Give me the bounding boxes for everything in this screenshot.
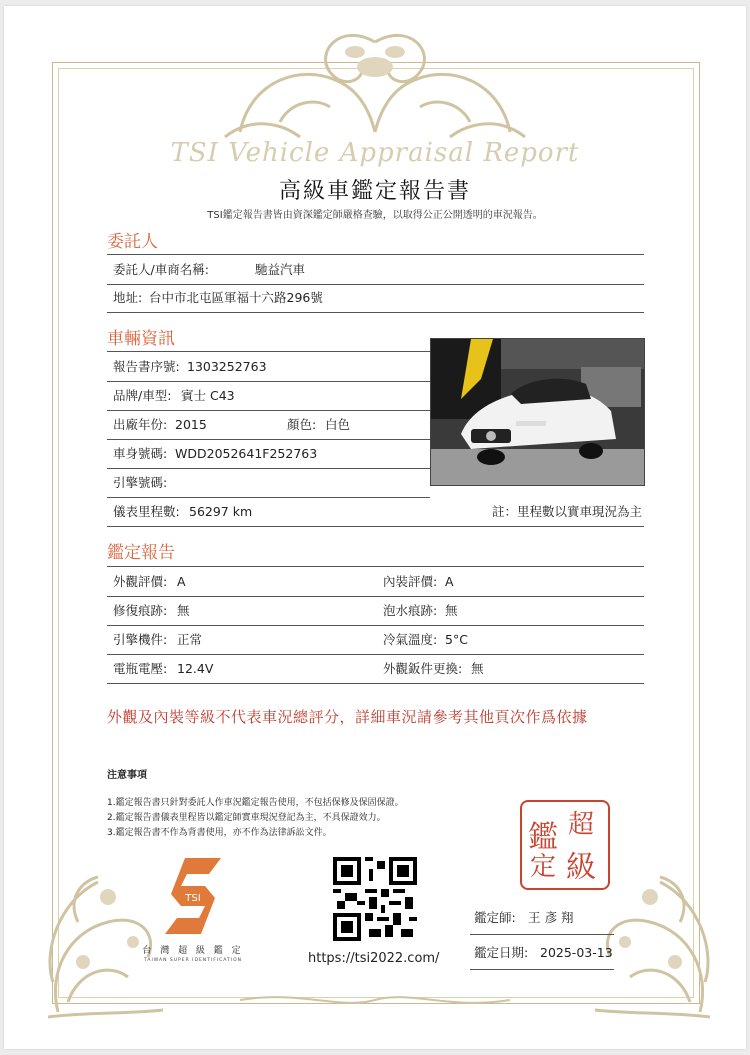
appraiser-row	[470, 902, 614, 935]
mileage-row	[107, 498, 644, 527]
top-ornament-icon	[220, 22, 530, 142]
note-item: 3.鑑定報告書不作為背書使用，亦不作為法律訴訟文件。	[107, 828, 332, 838]
logo-name: 台 灣 超 級 鑑 定	[142, 946, 244, 956]
brand-row	[107, 382, 430, 411]
brand-value: 賓士 C43	[181, 388, 235, 403]
client-name-row	[107, 256, 644, 285]
serial-row	[107, 353, 430, 382]
flood-trace-label: 泡水痕跡:	[383, 603, 438, 618]
vin-value: WDD2052641F252763	[175, 446, 318, 461]
color-value: 白色	[325, 417, 351, 432]
notes-heading: 注意事項	[107, 770, 147, 781]
panel-replace-value: 無	[471, 661, 484, 676]
repair-trace-value: 無	[177, 603, 190, 618]
flood-trace-value: 無	[445, 603, 458, 618]
appraiser-value: 王 彥 翔	[528, 910, 574, 925]
report-row	[107, 626, 644, 655]
section-client-heading: 委託人	[107, 232, 158, 252]
exterior-grade-value: A	[177, 574, 186, 589]
note-item: 1.鑑定報告書只針對委託人作車況鑑定報告使用，不包括保修及保固保證。	[107, 798, 404, 808]
mileage-label: 儀表里程數:	[113, 504, 180, 519]
year-label: 出廠年份:	[113, 417, 168, 432]
appraisal-date-row	[470, 937, 614, 970]
ac-temp-label: 冷氣溫度:	[383, 632, 438, 647]
serial-label: 報告書序號:	[113, 359, 180, 374]
client-name-label: 委託人/車商名稱:	[113, 262, 209, 277]
bottom-flourish-icon	[240, 985, 510, 1015]
report-row	[107, 597, 644, 626]
year-value: 2015	[175, 417, 207, 432]
report-row	[107, 655, 644, 684]
repair-trace-label: 修復痕跡:	[113, 603, 168, 618]
seal-char: 級	[566, 850, 596, 885]
serial-value: 1303252763	[187, 359, 267, 374]
engine-row	[107, 469, 430, 498]
mileage-note: 註：里程數以實車現況為主	[491, 504, 642, 519]
battery-voltage-label: 電瓶電壓:	[113, 661, 168, 676]
battery-voltage-value: 12.4V	[177, 661, 214, 676]
section-report-heading: 鑑定報告	[107, 543, 175, 563]
divider	[107, 566, 644, 567]
appraisal-date-label: 鑑定日期:	[474, 945, 529, 960]
mileage-value: 56297 km	[189, 504, 253, 519]
logo-subtitle: TAIWAN SUPER IDENTIFICATION	[144, 958, 242, 963]
client-name-value: 馳益汽車	[255, 262, 306, 277]
grade-warning: 外觀及內裝等級不代表車況總評分，詳細車況請參考其他頁次作爲依據	[107, 708, 588, 726]
bottom-left-ornament-icon	[38, 862, 168, 1022]
page-subtitle: TSI鑑定報告書皆由資深鑑定師嚴格查驗，以取得公正公開透明的車況報告。	[207, 210, 543, 221]
panel-replace-label: 外觀鈑件更換:	[383, 661, 463, 676]
interior-grade-label: 內裝評價:	[383, 574, 438, 589]
client-address-row	[107, 284, 644, 313]
year-color-row	[107, 411, 430, 440]
interior-grade-value: A	[445, 574, 454, 589]
title-english: TSI Vehicle Appraisal Report	[170, 138, 580, 168]
engine-parts-value: 正常	[177, 632, 203, 647]
seal-char: 超	[568, 810, 595, 840]
client-address-value: 台中市北屯區軍福十六路296號	[149, 290, 323, 305]
appraisal-date-value: 2025-03-13	[540, 945, 613, 960]
tsi-logo-icon	[163, 856, 223, 936]
website-link[interactable]: https://tsi2022.com/	[308, 951, 440, 966]
ac-temp-value: 5°C	[445, 632, 468, 647]
engine-parts-label: 引擎機件:	[113, 632, 168, 647]
vin-label: 車身號碼:	[113, 446, 168, 461]
note-item: 2.鑑定報告書儀表里程皆以鑑定師實車現況登記為主，不具保證效力。	[107, 813, 386, 823]
section-vehicle-heading: 車輛資訊	[107, 329, 175, 349]
appraiser-label: 鑑定師:	[474, 910, 516, 925]
exterior-grade-label: 外觀評價:	[113, 574, 168, 589]
client-address-label: 地址:	[113, 290, 143, 305]
qr-code-icon[interactable]	[333, 857, 417, 941]
appraisal-seal	[520, 800, 610, 890]
seal-char: 定	[530, 852, 557, 882]
divider	[107, 254, 644, 255]
car-photo-icon	[431, 339, 644, 485]
brand-label: 品牌/車型:	[113, 388, 172, 403]
engine-label: 引擎號碼:	[113, 475, 168, 490]
svg-text:TSI: TSI	[185, 893, 201, 904]
color-label: 顏色:	[287, 417, 317, 432]
vehicle-photo	[430, 338, 645, 486]
page-title: 高級車鑑定報告書	[278, 179, 471, 204]
vin-row	[107, 440, 430, 469]
report-row	[107, 568, 644, 597]
seal-char: 鑑	[528, 820, 558, 855]
